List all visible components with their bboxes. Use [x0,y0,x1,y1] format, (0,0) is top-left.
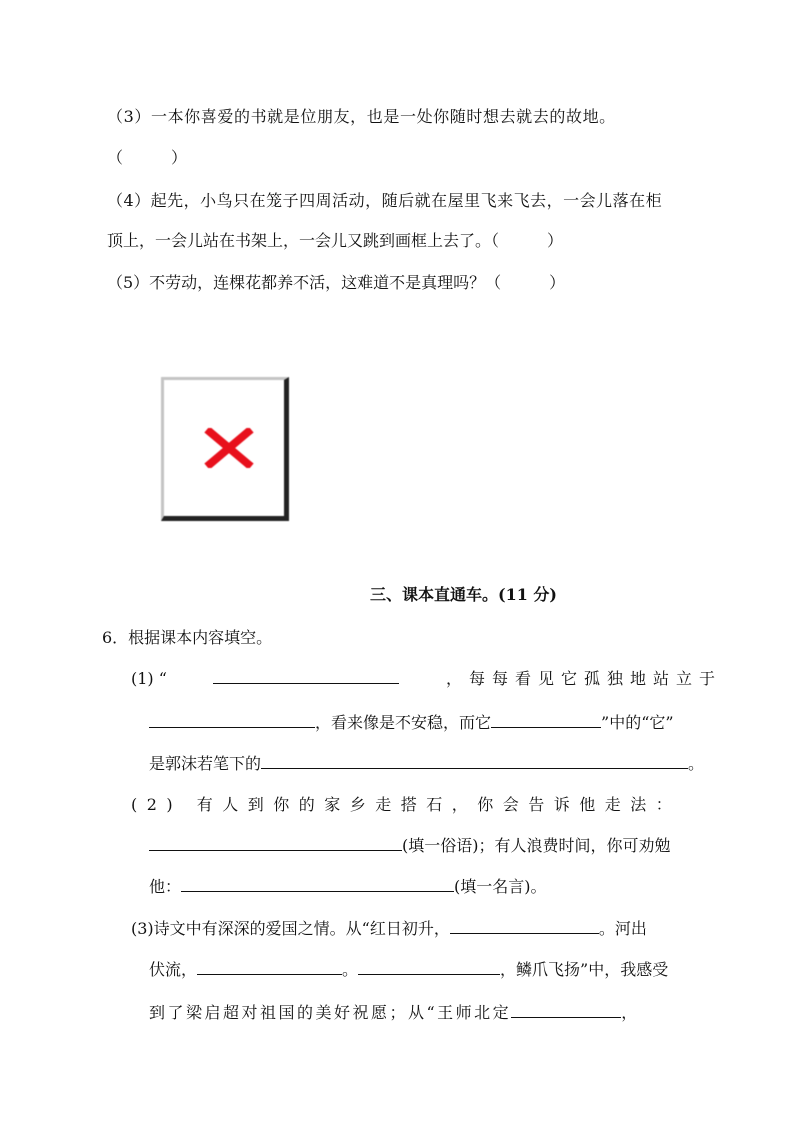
section-3-title: 三、课本直通车。(11 分) [370,585,557,604]
blank-1a[interactable] [213,669,399,684]
broken-image [161,377,289,521]
q6-part-1-seg-d: ”中的“它” [601,713,674,732]
blank-3a[interactable] [450,919,599,934]
q6-part-2-line-2 [149,836,671,856]
item-4-line-1: （4）起先，小鸟只在笼子四周活动，随后就在屋里飞来飞去，一会儿落在柜 [107,191,663,210]
q6-part-2-line-3 [149,877,547,897]
q6-part-3-seg-e: ，鳞爪飞扬”中，我感受 [500,960,669,979]
blank-3d[interactable] [511,1003,621,1018]
blank-1d[interactable] [261,754,688,769]
item-4-line-2: 顶上，一会儿站在书架上，一会儿又跳到画框上去了。（ ） [107,231,564,250]
q6-part-1-seg-a: (1) “ [131,669,167,688]
blank-2a[interactable] [149,836,402,851]
q6-part-3-seg-f: 到了梁启超对祖国的美好祝愿；从“王师北定 [149,1003,512,1022]
q6-part-3-line-2 [149,960,668,980]
blank-1c[interactable] [491,713,601,728]
q6-part-1-seg-c: ，看来像是不安稳，而它 [315,713,492,732]
broken-image-icon [204,428,254,468]
q6-part-1-seg-b: ，每每看见它孤独地站立于 [445,669,722,688]
q6-part-2-seg-c: 他： [149,877,182,896]
q6-part-3-line-3 [149,1003,637,1023]
q6-part-3-seg-c: 伏流， [149,960,198,979]
question-6-stem: 6．根据课本内容填空。 [102,628,273,647]
q6-part-1-line-2 [149,713,674,733]
q6-part-2-line-1: (2) 有人到你的家乡走搭石，你会告诉他走法： [131,795,682,814]
item-5-line-1: （5）不劳动，连棵花都养不活，这难道不是真理吗？（ ） [107,273,566,292]
q6-part-3-seg-a: (3)诗文中有深深的爱国之情。从“红日初升， [131,919,450,938]
q6-part-1-seg-f: 。 [688,754,705,773]
blank-1b[interactable] [149,713,315,728]
blank-2b[interactable] [181,877,454,892]
item-3-line-1: （3）一本你喜爱的书就是位朋友，也是一处你随时想去就去的故地。 [107,107,616,126]
q6-part-3-seg-b: 。河出 [598,919,647,938]
blank-3b[interactable] [197,960,342,975]
q6-part-1-line-3 [149,754,704,774]
q6-part-2-seg-d: (填一名言)。 [454,877,547,896]
item-3-line-2: （ ） [107,148,188,167]
q6-part-2-seg-b: (填一俗语)；有人浪费时间，你可劝勉 [402,836,671,855]
q6-part-3-seg-g: ， [621,1003,638,1022]
q6-part-1-line-1 [131,669,722,689]
q6-part-3-seg-d: 。 [342,960,359,979]
q6-part-1-seg-e: 是郭沫若笔下的 [149,754,262,773]
q6-part-3-line-1 [131,919,647,939]
blank-3c[interactable] [358,960,500,975]
